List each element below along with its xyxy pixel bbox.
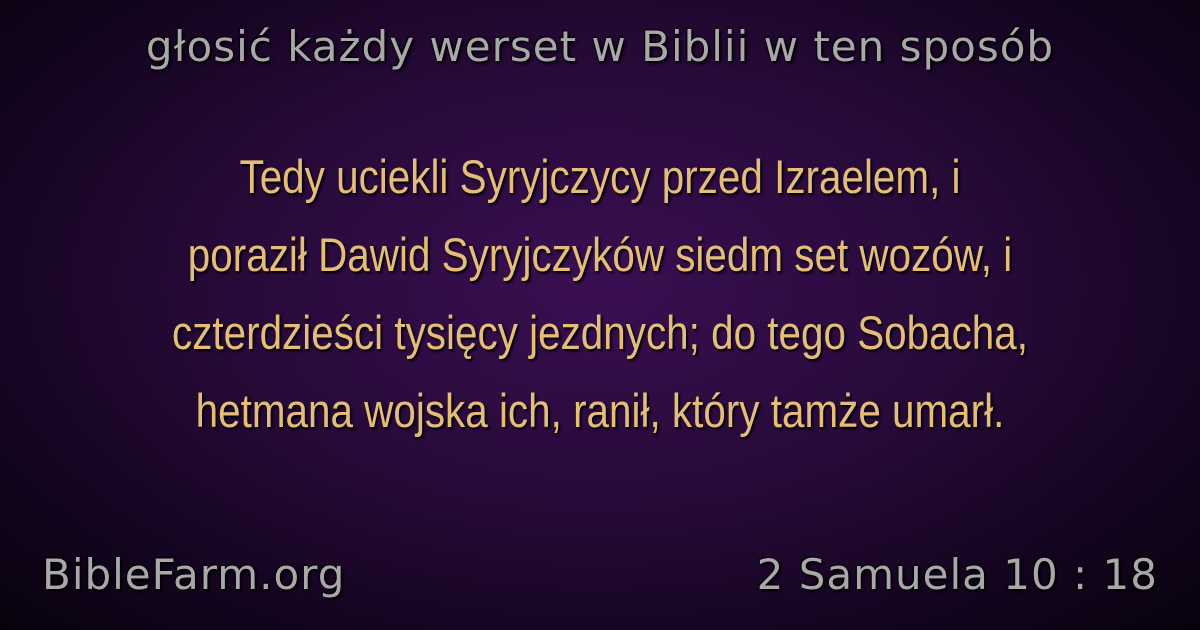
verse-reference: 2 Samuela 10 : 18 xyxy=(756,550,1158,599)
verse-line: Tedy uciekli Syryjczycy przed Izraelem, i xyxy=(239,150,961,203)
verse-line: czterdzieści tysięcy jezdnych; do tego Sobacha, xyxy=(171,306,1028,359)
verse-text xyxy=(118,138,1081,450)
page-title: głosić każdy werset w Biblii w ten sposób xyxy=(145,22,1055,71)
site-name: BibleFarm.org xyxy=(42,550,346,599)
verse-line: poraził Dawid Syryjczyków siedm set wozów, i xyxy=(187,228,1013,281)
verse-line: hetmana wojska ich, ranił, który tamże umarł. xyxy=(195,384,1005,437)
